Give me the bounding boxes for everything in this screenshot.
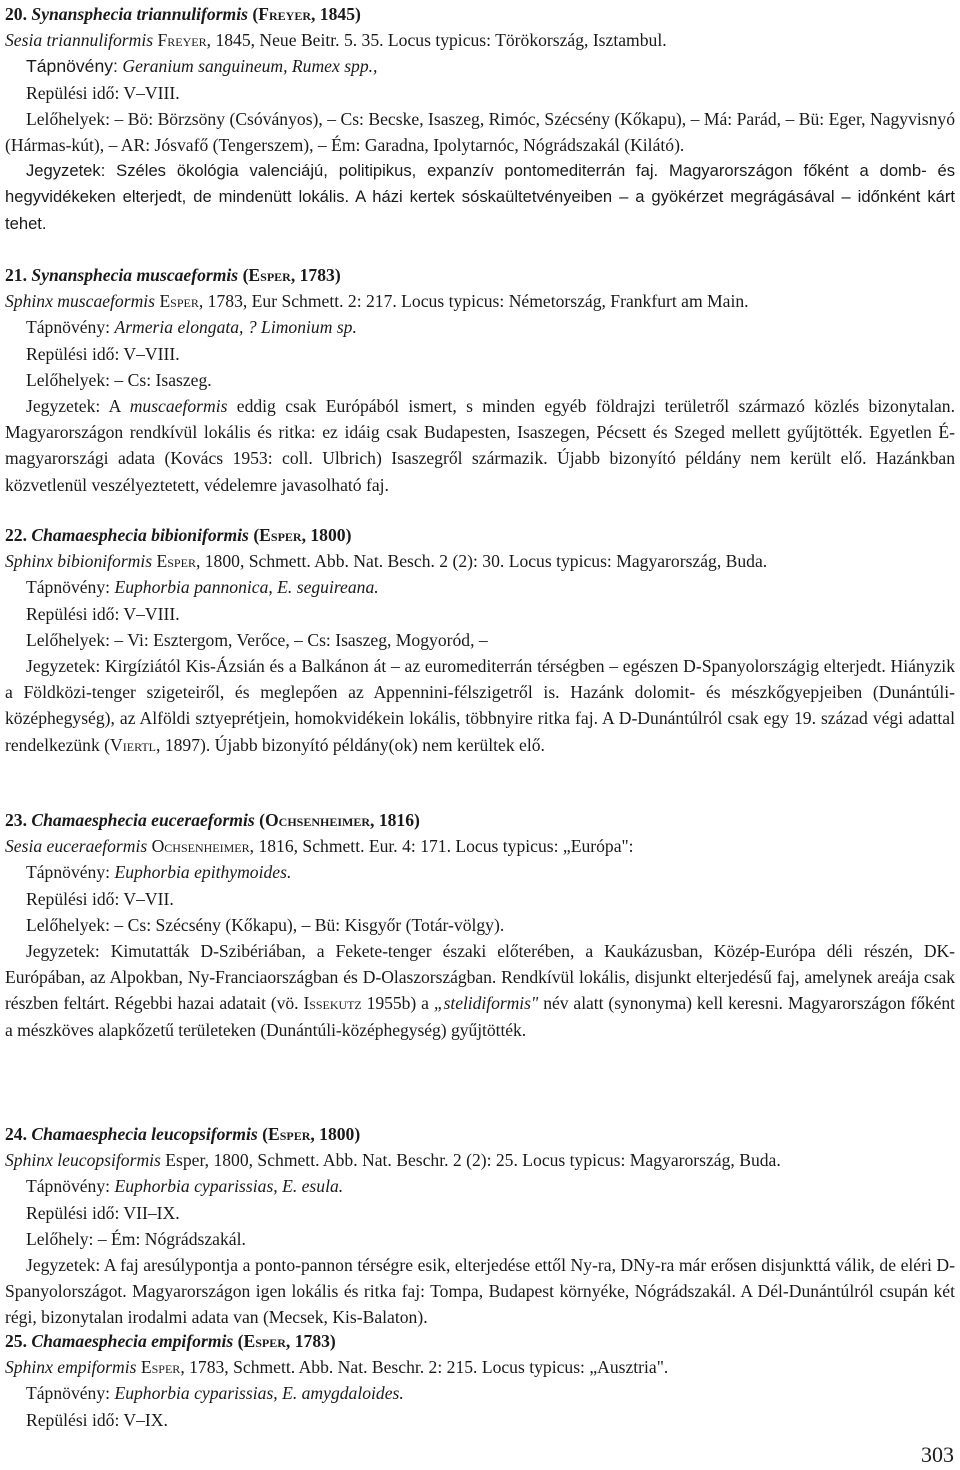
synonym-reference: , 1845, Neue Beitr. 5. 35. Locus typicus: Törökország, Isztambul. (206, 30, 667, 51)
species-heading (5, 1, 955, 27)
synonym-reference: , 1783, Eur Schmett. 2: 217. Locus typicus: Németország, Frankfurt am Main. (198, 291, 749, 312)
species-name: Chamaesphecia bibioniformis (31, 525, 249, 545)
synonym-name: Sphinx muscaeformis (5, 291, 156, 312)
species-heading (5, 262, 955, 288)
localities: Lelőhelyek: – Vi: Esztergom, Verőce, – Cs: Isaszeg, Mogyoród, – (26, 629, 488, 650)
notes: Jegyzetek: Kimutatták D-Szibériában, a Fekete-tenger északi előterében, a Kaukázusban, Közép-Európa déli részén, DK-Európában, az Alpokban, Ny-Franciaországban és D-Olaszországban. Rendkívül lokális, disjunkt elterjedésű faj, amelynek areája csak részben feltárt. Régebbi hazai adatait (vö. Issekutz 1955b) a „stelidiformis" név alatt (synonyma) kell keresni. Magyarországon főként a mészköves alapkőzetű területeken (Dunántúli-középhegység) gyűjtötték. (5, 941, 955, 1040)
species-name: Chamaesphecia leucopsiformis (31, 1124, 258, 1144)
synonym-line (5, 1354, 955, 1380)
notes: Jegyzetek: A faj aresúlypontja a ponto-pannon térségre esik, elterjedése ettől Ny-ra, DNy-ra már erősen disjunkttá válik, de eléri D-Spanyolországot. Magyarországon igen lokális és ritka faj: Tompa, Budapest környéke, Nógrádszakál. A Dél-Dunántúlról csupán két régi, bizonytalan irodalmi adata van (Mecsek, Kis-Balaton). (5, 1255, 955, 1328)
synonym-name: Sphinx bibioniformis (5, 551, 153, 572)
species-name: Chamaesphecia empiformis (31, 1331, 234, 1351)
notes: Jegyzetek: A muscaeformis eddig csak Európából ismert, s minden egyéb földrajzi területről származó közlés bizonytalan. Magyarországon rendkívül lokális és ritka: ez idáig csak Budapesten, Isaszegen, Pécsett és Szeged mellett gyűjtötték. Egyetlen É-magyarországi adata (Kovács 1953: coll. Ulbrich) Isaszegről származik. Újabb bizonyító példány nem került elő. Hazánkban közvetlenül veszélyeztetett, védelemre javasolható faj. (5, 396, 955, 495)
host-plant-line (5, 859, 955, 885)
synonym-name: Sphinx leucopsiformis (5, 1150, 161, 1171)
host-plant-line (5, 1173, 955, 1199)
synonym-name: Sesia triannuliformis (5, 30, 154, 51)
host-plant: Euphorbia cyparissias, E. esula. (114, 1176, 344, 1197)
host-plant-line (5, 314, 955, 340)
species-author: (Esper, 1800) (253, 525, 352, 545)
host-plant: Euphorbia epithymoides. (114, 862, 292, 883)
synonym-name: Sphinx empiformis (5, 1357, 137, 1378)
flight-period: Repülési idő: V–VII. (26, 888, 174, 909)
synonym-line (5, 548, 955, 574)
species-number: 22. (5, 525, 27, 545)
host-label: Tápnövény: (26, 1176, 111, 1197)
species-author: (Esper, 1800) (262, 1124, 361, 1144)
synonym-author: Ochsenheimer (151, 836, 250, 857)
species-entry-22 (5, 522, 955, 758)
species-entry-25 (5, 1328, 955, 1433)
species-entry-24 (5, 1121, 955, 1331)
synonym-reference: , 1783, Schmett. Abb. Nat. Beschr. 2: 215. Locus typicus: „Ausztria". (180, 1357, 669, 1378)
species-number: 20. (5, 4, 27, 24)
species-heading (5, 1328, 955, 1354)
host-plant-line (5, 574, 955, 600)
synonym-reference: , 1816, Schmett. Eur. 4: 171. Locus typicus: „Európa": (249, 836, 634, 857)
synonym-author: Esper (156, 551, 196, 572)
synonym-line (5, 288, 955, 314)
species-name: Synansphecia triannuliformis (31, 4, 248, 24)
synonym-author: Esper (159, 291, 199, 312)
synonym-name: Sesia euceraeformis (5, 836, 148, 857)
species-heading (5, 522, 955, 548)
synonym-line (5, 27, 955, 53)
flight-period: Repülési idő: V–VIII. (26, 82, 180, 103)
flight-period: Repülési idő: V–VIII. (26, 343, 180, 364)
notes: Jegyzetek: Kirgíziától Kis-Ázsián és a Balkánon át – az euromediterrán térségben – egészen D-Spanyolországig elterjedt. Hiányzik a Földközi-tenger szigeteiről, és meglepően az Appennini-félszigetről is. Hazánk dolomit- és mészkőgyepjeiben (Dunántúli-középhegység), az Alföldi sztyeprétjein, homokvidékein lokális, többnyire ritka faj. A D-Dunántúlról csak egy 19. század végi adattal rendelkezünk (Viertl, 1897). Újabb bizonyító példány(ok) nem kerültek elő. (5, 656, 955, 755)
species-entry-20 (5, 1, 955, 237)
host-plant-line (5, 1380, 955, 1406)
species-number: 23. (5, 810, 27, 830)
species-name: Synansphecia muscaeformis (31, 265, 239, 285)
host-plant: Armeria elongata, ? Limonium sp. (114, 317, 357, 338)
synonym-reference: Esper, 1800, Schmett. Abb. Nat. Beschr. 2 (2): 25. Locus typicus: Magyarország, Buda. (160, 1150, 781, 1171)
flight-period: Repülési idő: V–VIII. (26, 603, 180, 624)
species-author: (Freyer, 1845) (252, 4, 361, 24)
species-name: Chamaesphecia euceraeformis (31, 810, 255, 830)
localities: Lelőhely: – Ém: Nógrádszakál. (26, 1228, 246, 1249)
host-label: Tápnövény: (26, 1383, 111, 1404)
species-heading (5, 807, 955, 833)
species-number: 24. (5, 1124, 27, 1144)
host-label: Tápnövény: (26, 577, 111, 598)
species-heading (5, 1121, 955, 1147)
flight-period: Repülési idő: V–IX. (26, 1409, 168, 1430)
host-plant-line (5, 53, 955, 79)
host-label: Tápnövény: (26, 56, 118, 77)
localities: Lelőhelyek: – Cs: Isaszeg. (26, 369, 212, 390)
synonym-author: Esper (140, 1357, 181, 1378)
localities: Lelőhelyek: – Cs: Szécsény (Kőkapu), – Bü: Kisgyőr (Totár-völgy). (26, 914, 505, 935)
species-author: (Esper, 1783) (242, 265, 341, 285)
host-plant: Geranium sanguineum, Rumex spp., (122, 56, 378, 77)
host-label: Tápnövény: (26, 862, 111, 883)
host-label: Tápnövény: (26, 317, 111, 338)
species-number: 21. (5, 265, 27, 285)
species-number: 25. (5, 1331, 27, 1351)
species-author: (Ochsenheimer, 1816) (259, 810, 420, 830)
synonym-author: Freyer (157, 30, 207, 51)
notes: Jegyzetek: Széles ökológia valenciájú, politipikus, expanzív pontomediterrán faj. Magyarországon főként a domb- és hegyvidékeken elterjedt, de mindenütt lokális. A házi kertek sóskaültetvényeiben – a gyökérzet megrágásával – időnként kárt tehet. (5, 161, 955, 233)
flight-period: Repülési idő: VII–IX. (26, 1202, 180, 1223)
synonym-line (5, 1147, 955, 1173)
species-entry-23 (5, 807, 955, 1043)
localities: Lelőhelyek: – Bö: Börzsöny (Csóványos), – Cs: Becske, Isaszeg, Rimóc, Szécsény (Kőkapu), – Má: Parád, – Bü: Eger, Nagyvisnyó (Hármas-kút), – AR: Jósvafő (Tengerszem), – Ém: Garadna, Ipolytarnóc, Nógrádszakál (Kilátó). (5, 108, 955, 156)
synonym-reference: , 1800, Schmett. Abb. Nat. Besch. 2 (2): 30. Locus typicus: Magyarország, Buda. (195, 551, 768, 572)
page-number: 303 (921, 1442, 954, 1467)
species-entry-21 (5, 262, 955, 498)
host-plant: Euphorbia pannonica, E. seguireana. (114, 577, 379, 598)
species-author: (Esper, 1783) (237, 1331, 336, 1351)
synonym-line (5, 833, 955, 859)
host-plant: Euphorbia cyparissias, E. amygdaloides. (114, 1383, 404, 1404)
